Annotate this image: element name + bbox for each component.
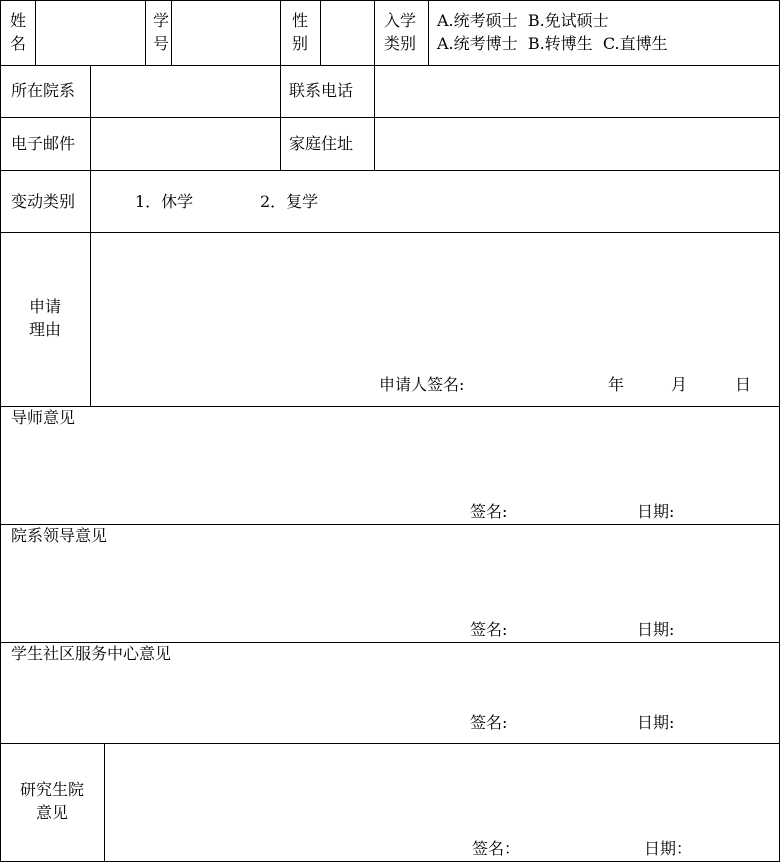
- enroll-type-label: 入学 类别: [384, 11, 417, 53]
- phone-label: 联系电话: [289, 81, 354, 100]
- change-type-label: 变动类别: [11, 192, 76, 211]
- graduate-school-opinion-field[interactable]: [105, 744, 779, 832]
- enroll-option-line-2[interactable]: A.统考博士 B.转博生 C.直博生: [437, 34, 668, 53]
- supervisor-opinion-label: 导师意见: [11, 408, 76, 427]
- student-id-field[interactable]: [172, 1, 280, 65]
- graduate-school-date-label: 日期：: [644, 839, 693, 858]
- option-suspend[interactable]: 1．休学: [135, 192, 194, 211]
- reason-field[interactable]: [91, 233, 779, 373]
- department-field[interactable]: [91, 66, 280, 117]
- address-field[interactable]: [375, 118, 779, 170]
- name-label: 姓 名: [10, 11, 27, 53]
- supervisor-opinion-field[interactable]: [1, 430, 779, 494]
- email-label: 电子邮件: [11, 134, 76, 153]
- year-label: 年: [608, 375, 625, 394]
- department-leader-sign-label: 签名:: [470, 620, 508, 639]
- student-service-date-label: 日期:: [637, 713, 675, 732]
- department-leader-date-label: 日期:: [637, 620, 675, 639]
- gender-field[interactable]: [321, 1, 374, 65]
- supervisor-date-label: 日期:: [637, 502, 675, 521]
- phone-field[interactable]: [375, 66, 779, 117]
- enroll-option-line-1[interactable]: A.统考硕士 B.免试硕士: [437, 11, 609, 30]
- gender-label: 性 别: [292, 11, 309, 53]
- grid-line: [280, 0, 281, 65]
- student-id-label: 学 号: [153, 11, 170, 53]
- grid-line: [428, 0, 429, 65]
- grid-line: [145, 0, 146, 65]
- department-label: 所在院系: [11, 81, 76, 100]
- supervisor-sign-label: 签名:: [470, 502, 508, 521]
- graduate-school-sign-label: 签名：: [472, 839, 521, 858]
- email-field[interactable]: [91, 118, 280, 170]
- graduate-school-opinion-label: 研究生院 意见: [19, 780, 84, 822]
- department-leader-opinion-field[interactable]: [1, 548, 779, 612]
- option-resume[interactable]: 2．复学: [260, 192, 319, 211]
- grid-line: [0, 170, 780, 171]
- reason-label: 申请 理由: [28, 297, 61, 339]
- name-field[interactable]: [36, 1, 145, 65]
- address-label: 家庭住址: [289, 134, 354, 153]
- month-label: 月: [671, 375, 688, 394]
- grid-line: [0, 524, 780, 525]
- grid-line: [0, 406, 780, 407]
- day-label: 日: [735, 375, 752, 394]
- department-leader-opinion-label: 院系领导意见: [11, 526, 108, 545]
- grid-line: [374, 0, 375, 65]
- student-service-opinion-label: 学生社区服务中心意见: [11, 644, 172, 663]
- grid-line: [280, 65, 281, 170]
- applicant-signature-label: 申请人签名:: [379, 375, 465, 394]
- student-service-sign-label: 签名:: [470, 713, 508, 732]
- student-service-opinion-field[interactable]: [1, 666, 779, 710]
